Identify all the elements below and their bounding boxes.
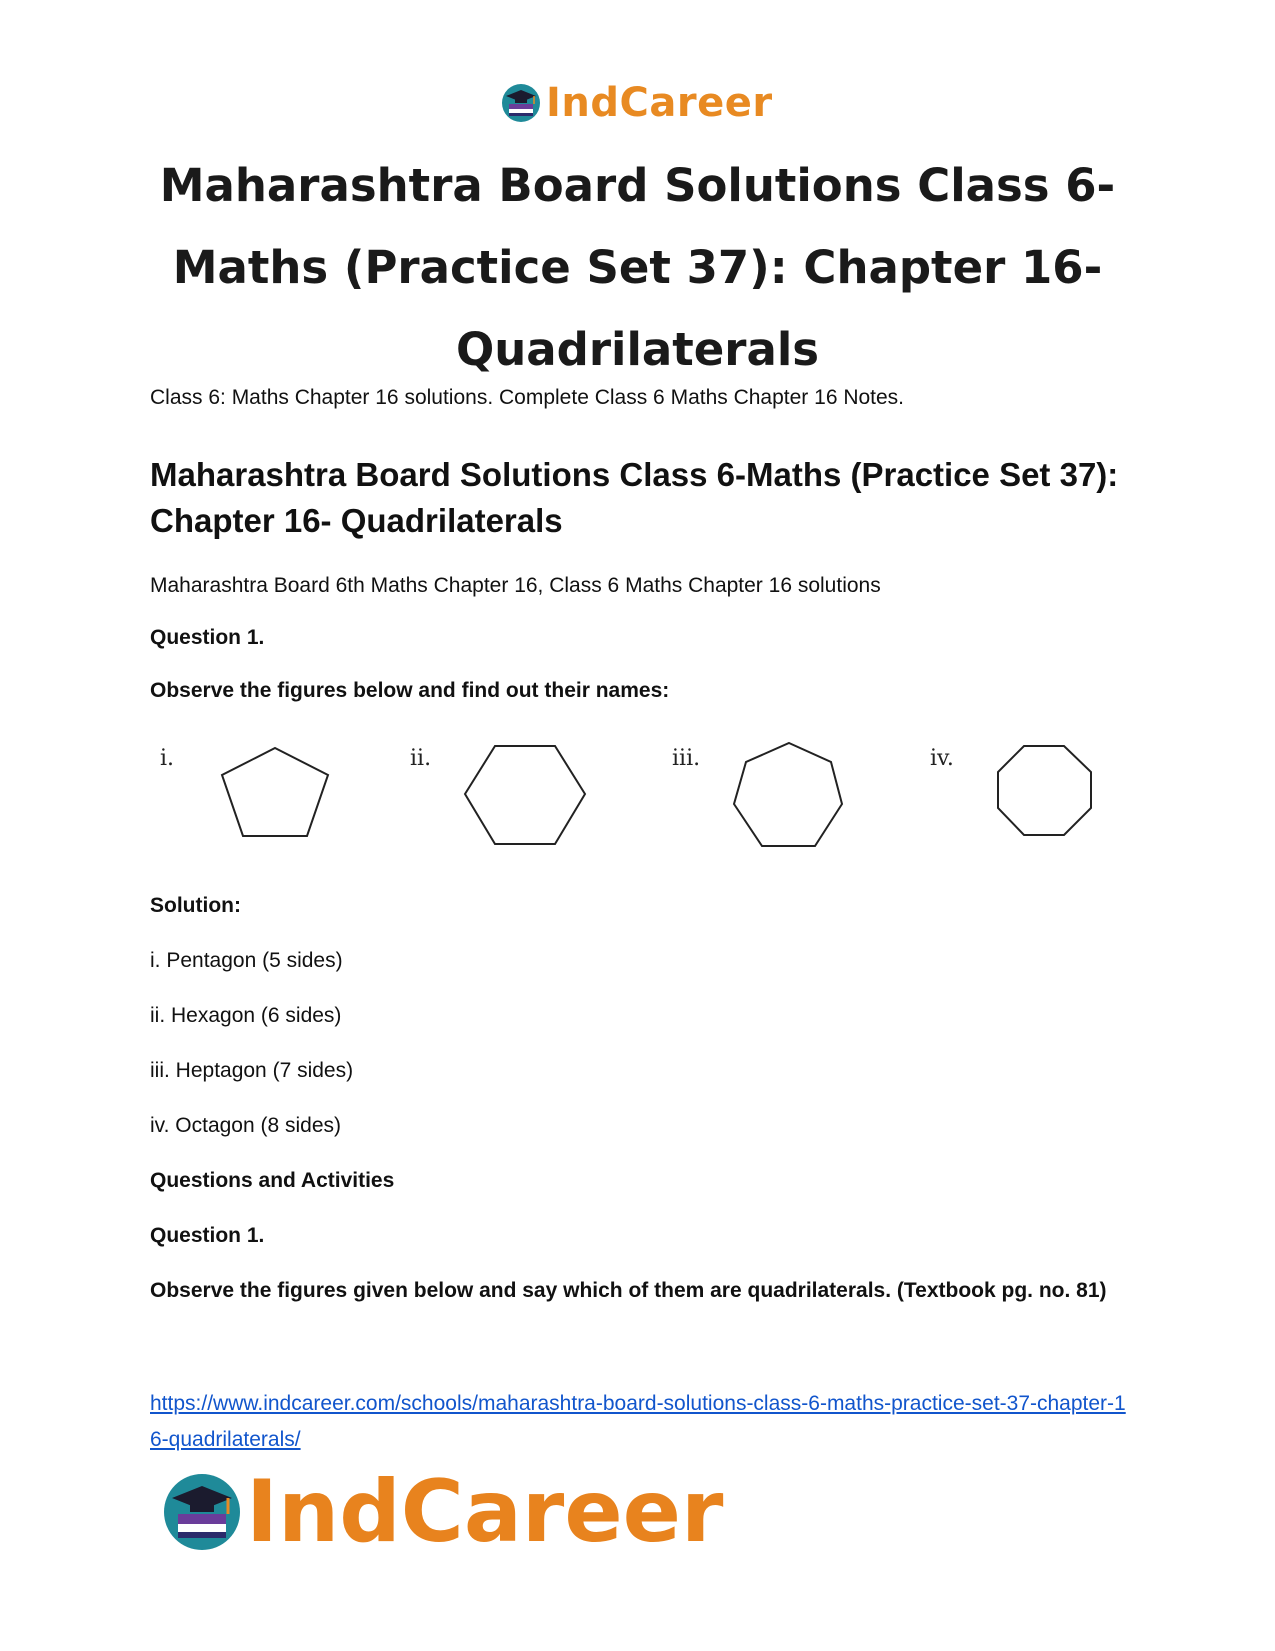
- octagon-shape: [990, 738, 1130, 858]
- answer-item: iii. Heptagon (7 sides): [150, 1059, 354, 1082]
- activities-question-text: Observe the figures given below and say which of them are quadrilaterals. (Textbook pg. no. 81): [150, 1279, 1107, 1302]
- answer-item: i. Pentagon (5 sides): [150, 949, 343, 972]
- figure-label: i.: [160, 746, 175, 771]
- heptagon-shape: [727, 738, 867, 858]
- indcareer-logo-bottom: [160, 1462, 723, 1562]
- subline-text: Maharashtra Board 6th Maths Chapter 16, Class 6 Maths Chapter 16 solutions: [150, 574, 881, 597]
- activities-question-label: Question 1.: [150, 1224, 265, 1247]
- graduation-cap-icon: [500, 82, 542, 124]
- question-1-label: Question 1.: [150, 626, 265, 649]
- logo-text: IndCareer: [546, 80, 773, 126]
- figure-label: iii.: [672, 746, 701, 771]
- polygon-figures: [150, 738, 1130, 858]
- activities-heading: Questions and Activities: [150, 1169, 395, 1192]
- indcareer-logo-top: [500, 78, 773, 128]
- page-title: Maharashtra Board Solutions Class 6-Maths (Practice Set 37): Chapter 16- Quadrilaterals: [159, 159, 1116, 376]
- question-1-text: Observe the figures below and find out their names:: [150, 679, 670, 702]
- source-url-link[interactable]: https://www.indcareer.com/schools/maharashtra-board-solutions-class-6-maths-practice-set-37-chapter-16-quadrilaterals/: [150, 1392, 1126, 1451]
- hexagon-shape: [460, 738, 600, 858]
- intro-text: Class 6: Maths Chapter 16 solutions. Complete Class 6 Maths Chapter 16 Notes.: [150, 386, 905, 409]
- logo-text: IndCareer: [246, 1462, 724, 1562]
- solution-label: Solution:: [150, 894, 241, 917]
- figure-label: ii.: [410, 746, 432, 771]
- answer-item: ii. Hexagon (6 sides): [150, 1004, 342, 1027]
- figure-label: iv.: [930, 746, 954, 771]
- graduation-cap-icon: [160, 1470, 244, 1554]
- pentagon-shape: [205, 738, 345, 858]
- section-heading: Maharashtra Board Solutions Class 6-Maths (Practice Set 37): Chapter 16- Quadrilaterals: [150, 456, 1119, 539]
- answer-item: iv. Octagon (8 sides): [150, 1114, 342, 1137]
